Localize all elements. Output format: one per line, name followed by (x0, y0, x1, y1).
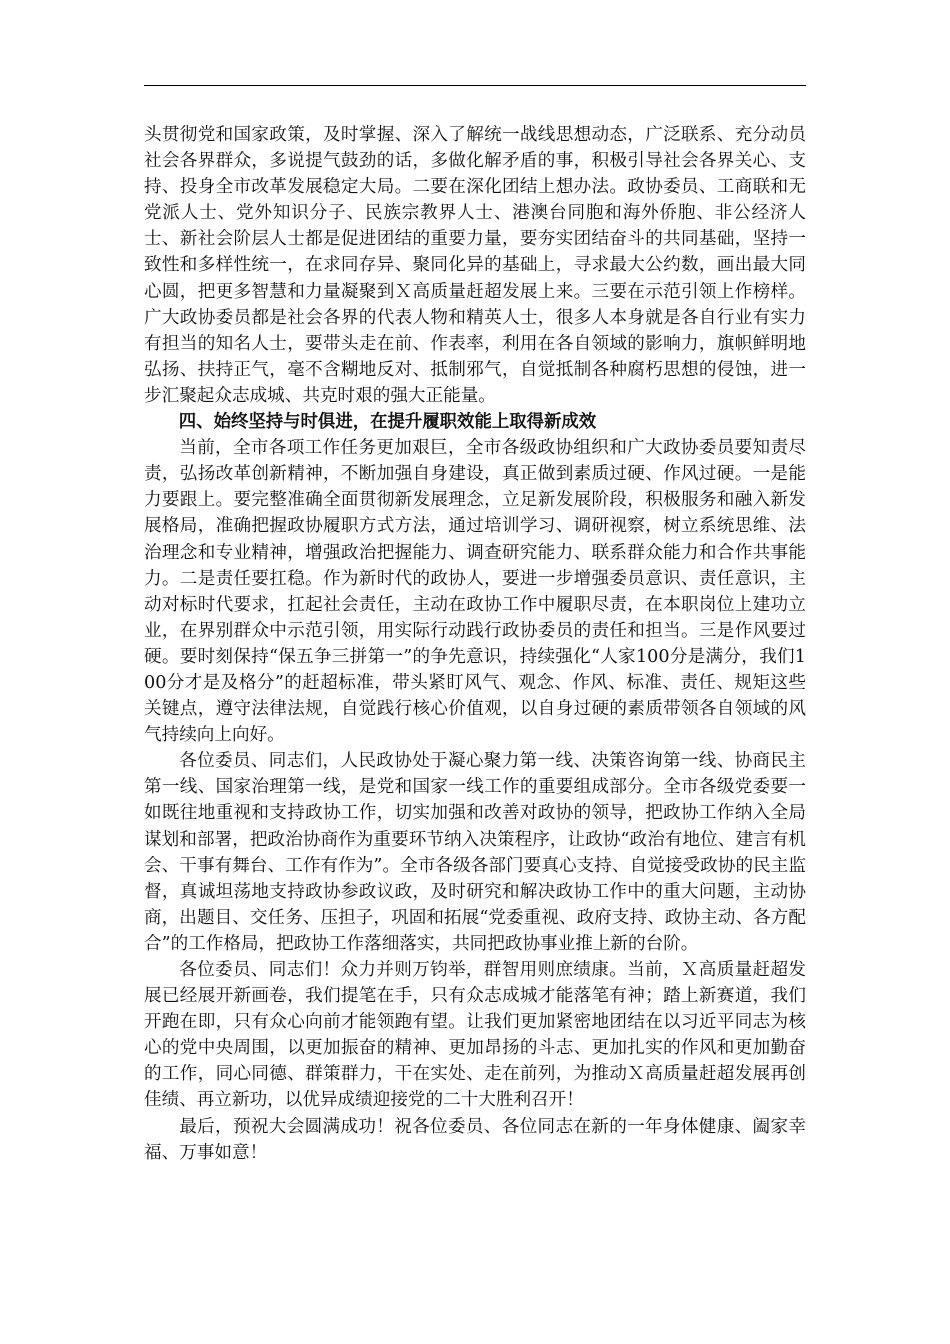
paragraph-call-to-action: 各位委员、同志们！众力并则万钧举，群智用则庶绩康。当前，Ｘ高质量赶超发展已经展开新画卷，我们提笔在手，只有众志成城才能落笔有神；踏上新赛道，我们开跑在即，只有众心向前才能领跑有望。让我们更加紧密地团结在以习近平同志为核心的党中央周围，以更加振奋的精神、更加昂扬的斗志、更加扎实的作风和更加勤奋的工作，同心同德、群策群力，干在实处、走在前列，为推动Ｘ高质量赶超发展再创佳绩、再立新功，以优异成绩迎接党的二十大胜利召开！ (144, 960, 806, 1111)
paragraph-performance: 当前，全市各项工作任务更加艰巨，全市各级政协组织和广大政协委员要知责尽责，弘扬改革创新精神，不断加强自身建设，真正做到素质过硬、作风过硬。一是能力要跟上。要完整准确全面贯彻新发展理念，立足新发展阶段，积极服务和融入新发展格局，准确把握政协履职方式方法，通过培训学习、调研视察，树立系统思维、法治理念和专业精神，增强政治把握能力、调查研究能力、联系群众能力和合作共事能力。二是责任要扛稳。作为新时代的政协人，要进一步增强委员意识、责任意识，主动对标时代要求，扛起社会责任，主动在政协工作中履职尽责，在本职岗位上建功立业，在界别群众中示范引领，用实际行动践行政协委员的责任和担当。三是作风要过硬。要时刻保持“保五争三拼第一”的争先意识，持续强化“人家100分是满分，我们100分才是及格分”的赶超标准，带头紧盯风气、观念、作风、标准、责任、规矩这些关键点，遵守法律法规，自觉践行核心价值观，以自身过硬的素质带领各自领域的风气持续向上向好。 (144, 438, 806, 746)
header-rule (144, 85, 806, 86)
paragraph-united-front: 头贯彻党和国家政策，及时掌握、深入了解统一战线思想动态，广泛联系、充分动员社会各界群众，多说提气鼓劲的话，多做化解矛盾的事，积极引导社会各界关心、支持、投身全市改革发展稳定大局。二要在深化团结上想办法。政协委员、工商联和无党派人士、党外知识分子、民族宗教界人士、港澳台同胞和海外侨胞、非公经济人士、新社会阶层人士都是促进团结的重要力量，要夯实团结奋斗的共同基础，坚持一致性和多样性统一，在求同存异、聚同化异的基础上，寻求最大公约数，画出最大同心圆，把更多智慧和力量凝聚到Ｘ高质量赶超发展上来。三要在示范引领上作榜样。广大政协委员都是社会各界的代表人物和精英人士，很多人本身就是各自行业有实力有担当的知名人士，要带头走在前、作表率，利用在各自领域的影响力，旗帜鲜明地弘扬、扶持正气，毫不含糊地反对、抵制邪气，自觉抵制各种腐朽思想的侵蚀，进一步汇聚起众志成城、共克时艰的强大正能量。 (144, 125, 806, 406)
paragraph-closing-wishes: 最后，预祝大会圆满成功！祝各位委员、各位同志在新的一年身体健康、阖家幸福、万事如意！ (144, 1116, 806, 1163)
document-body (144, 122, 806, 1166)
paragraph-party-support: 各位委员、同志们，人民政协处于凝心聚力第一线、决策咨询第一线、协商民主第一线、国家治理第一线，是党和国家一线工作的重要组成部分。全市各级党委要一如既往地重视和支持政协工作，切实加强和改善对政协的领导，把政协工作纳入全局谋划和部署，把政治协商作为重要环节纳入决策程序，让政协“政治有地位、建言有机会、干事有舞台、工作有作为”。全市各级各部门要真心支持、自觉接受政协的民主监督，真诚坦荡地支持政协参政议政，及时研究和解决政协工作中的重大问题，主动协商，出题目、交任务、压担子，巩固和拓展“党委重视、政府支持、政协主动、各方配合”的工作格局，把政协工作落细落实，共同把政协事业推上新的台阶。 (144, 751, 806, 954)
section-heading-four: 四、始终坚持与时俱进，在提升履职效能上取得新成效 (178, 412, 597, 433)
